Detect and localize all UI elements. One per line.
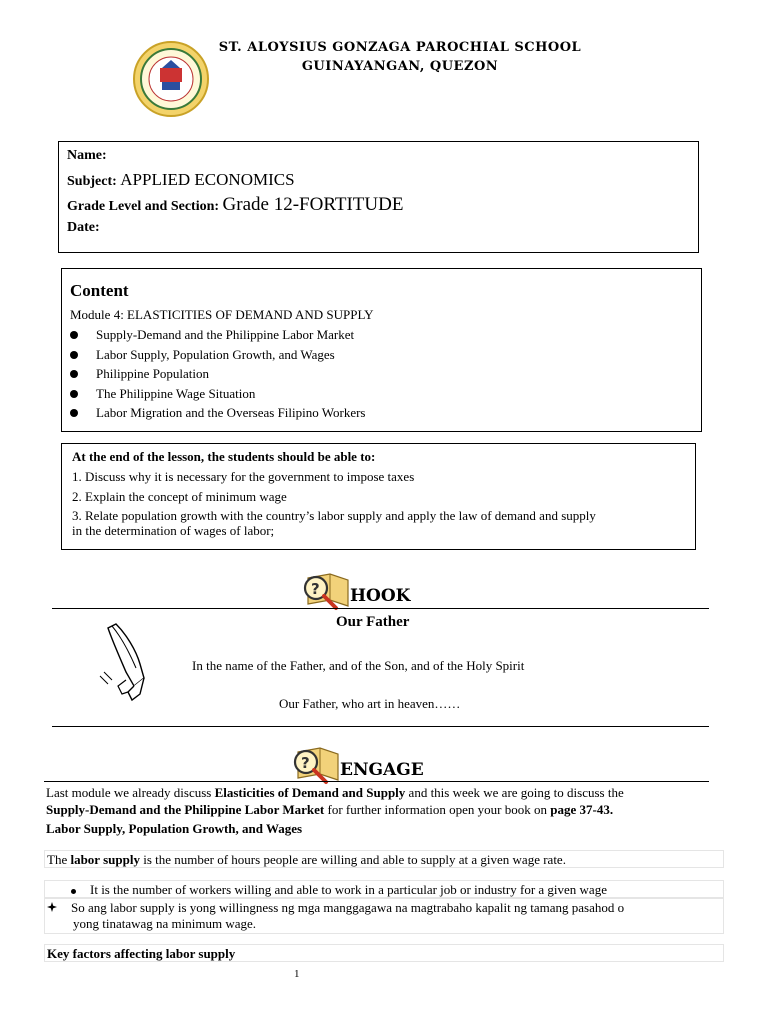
grade-value: Grade 12-FORTITUDE [222,194,404,215]
subject-value: APPLIED ECONOMICS [120,170,295,189]
engage-paragraph-line-2: Supply-Demand and the Philippine Labor Market for further information open your book on page 37-43. [46,802,614,817]
content-item: Supply-Demand and the Philippine Labor Market [70,325,366,345]
content-list [70,325,366,423]
diamond-bullet-icon [47,900,59,916]
divider [52,608,709,609]
objectives-intro: At the end of the lesson, the students should be able to: [72,449,376,464]
page-number: 1 [294,968,300,980]
engage-paragraph-line-1: Last module we already discuss Elasticities of Demand and Supply and this week we are going to discuss the [46,785,624,800]
labor-supply-definition: The labor supply is the number of hours people are willing and able to supply at a given wage rate. [44,850,724,868]
content-item: Labor Supply, Population Growth, and Wages [70,345,366,365]
grade-label: Grade Level and Section: [67,199,220,214]
objective-item: 3. Relate population growth with the country’s labor supply and apply the law of demand and supply [72,508,596,523]
engage-subheading: Labor Supply, Population Growth, and Wages [46,821,303,836]
tagalog-note: So ang labor supply is yong willingness ng mga manggagawa na magtrabaho kapalit ng tamang pasahod o yong tinatawag na minimum wage. [44,898,724,934]
hook-title: HOOK [350,586,411,606]
bullet-icon [70,351,78,359]
labor-supply-bullet: It is the number of workers willing and able to work in a particular job or industry for a given wage [44,880,724,898]
objective-item-cont: in the determination of wages of labor; [72,523,275,538]
bullet-icon [70,370,78,378]
subject-label: Subject: [67,174,117,189]
student-info-box [58,141,699,253]
bullet-icon [70,409,78,417]
prayer-title: Our Father [336,614,410,630]
objective-item: 1. Discuss why it is necessary for the government to impose taxes [72,469,415,484]
prayer-line-1: In the name of the Father, and of the Son, and of the Holy Spirit [192,658,525,673]
svg-text:?: ? [311,580,320,598]
praying-hands-icon [96,614,178,704]
bullet-icon [70,390,78,398]
content-item: Labor Migration and the Overseas Filipino Workers [70,403,366,423]
school-name: ST. ALOYSIUS GONZAGA PAROCHIAL SCHOOL [218,40,582,55]
school-location: GUINAYANGAN, QUEZON [301,59,499,74]
module-title: Module 4: ELASTICITIES OF DEMAND AND SUPPLY [70,307,374,322]
prayer-line-2: Our Father, who art in heaven…… [279,696,461,711]
key-factors-heading: Key factors affecting labor supply [44,944,724,962]
content-heading: Content [70,281,129,300]
svg-text:?: ? [301,754,310,772]
engage-title: ENGAGE [340,760,424,780]
content-box [61,268,702,432]
content-item: The Philippine Wage Situation [70,384,366,404]
content-item: Philippine Population [70,364,366,384]
bullet-icon [70,331,78,339]
objective-item: 2. Explain the concept of minimum wage [72,489,287,504]
objectives-box [61,443,696,550]
bullet-icon [71,889,76,894]
name-label: Name: [67,148,107,163]
divider [44,781,709,782]
divider [52,726,709,727]
date-label: Date: [67,220,100,235]
